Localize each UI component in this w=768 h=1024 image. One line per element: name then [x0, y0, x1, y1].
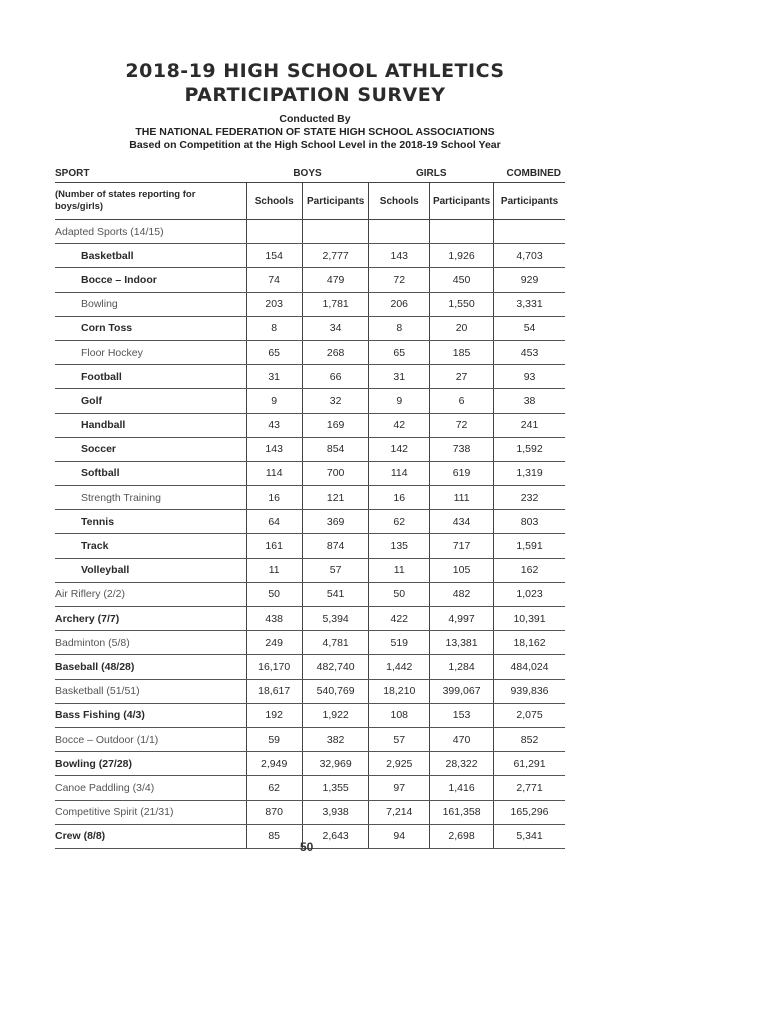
- sport-name-cell: Bocce – Outdoor (1/1): [55, 727, 246, 751]
- girls-schools-cell: 1,442: [369, 655, 430, 679]
- boys-schools-cell: 114: [246, 461, 302, 485]
- page-number: 50: [300, 840, 314, 854]
- boys-schools-header: Schools: [246, 183, 302, 220]
- table-row: [55, 607, 565, 631]
- table-row: [55, 316, 565, 340]
- combined-participants-cell: 93: [494, 365, 565, 389]
- girls-participants-cell: 111: [430, 486, 494, 510]
- table-row: [55, 631, 565, 655]
- girls-schools-cell: 57: [369, 727, 430, 751]
- sport-name-cell: Track: [55, 534, 246, 558]
- girls-participants-cell: 1,550: [430, 292, 494, 316]
- boys-schools-cell: 64: [246, 510, 302, 534]
- boys-participants-cell: 34: [302, 316, 369, 340]
- sport-name-cell: Competitive Spirit (21/31): [55, 800, 246, 824]
- table-row: [55, 800, 565, 824]
- girls-participants-cell: 105: [430, 558, 494, 582]
- combined-participants-cell: 2,771: [494, 776, 565, 800]
- boys-schools-cell: 50: [246, 582, 302, 606]
- combined-participants-cell: 162: [494, 558, 565, 582]
- girls-schools-cell: 8: [369, 316, 430, 340]
- combined-participants-cell: 1,591: [494, 534, 565, 558]
- sport-name-cell: Bowling (27/28): [55, 752, 246, 776]
- boys-participants-cell: 66: [302, 365, 369, 389]
- boys-schools-cell: 9: [246, 389, 302, 413]
- sport-name-cell: Golf: [55, 389, 246, 413]
- table-row: [55, 340, 565, 364]
- table-row: [55, 679, 565, 703]
- boys-schools-cell: 62: [246, 776, 302, 800]
- table-row: [55, 510, 565, 534]
- girls-participants-cell: 28,322: [430, 752, 494, 776]
- girls-participants-cell: 6: [430, 389, 494, 413]
- girls-participants-cell: 72: [430, 413, 494, 437]
- girls-schools-cell: 114: [369, 461, 430, 485]
- combined-participants-cell: 18,162: [494, 631, 565, 655]
- combined-participants-cell: 61,291: [494, 752, 565, 776]
- table-row: [55, 534, 565, 558]
- table-row: [55, 268, 565, 292]
- girls-participants-cell: 4,997: [430, 607, 494, 631]
- adapted-sports-section-row: [55, 220, 565, 244]
- boys-schools-cell: 203: [246, 292, 302, 316]
- girls-participants-cell: 1,284: [430, 655, 494, 679]
- combined-participants-cell: 54: [494, 316, 565, 340]
- girls-participants-cell: 482: [430, 582, 494, 606]
- sport-name-cell: Archery (7/7): [55, 607, 246, 631]
- boys-schools-cell: 870: [246, 800, 302, 824]
- boys-schools-cell: 154: [246, 244, 302, 268]
- table-row: [55, 558, 565, 582]
- sport-name-cell: Baseball (48/28): [55, 655, 246, 679]
- boys-schools-cell: 65: [246, 340, 302, 364]
- girls-participants-cell: 27: [430, 365, 494, 389]
- boys-schools-cell: 192: [246, 703, 302, 727]
- table-row: [55, 389, 565, 413]
- combined-group-header: COMBINED: [494, 164, 565, 183]
- boys-participants-cell: 874: [302, 534, 369, 558]
- boys-schools-cell: 143: [246, 437, 302, 461]
- table-row: [55, 582, 565, 606]
- girls-participants-cell: 20: [430, 316, 494, 340]
- boys-participants-cell: 482,740: [302, 655, 369, 679]
- girls-schools-cell: 519: [369, 631, 430, 655]
- sport-name-cell: Strength Training: [55, 486, 246, 510]
- combined-participants-cell: 232: [494, 486, 565, 510]
- boys-schools-cell: 85: [246, 824, 302, 848]
- girls-participants-cell: 738: [430, 437, 494, 461]
- participation-table: [55, 164, 565, 849]
- girls-schools-cell: 206: [369, 292, 430, 316]
- combined-participants-cell: 165,296: [494, 800, 565, 824]
- girls-schools-cell: 108: [369, 703, 430, 727]
- girls-group-header: GIRLS: [369, 164, 494, 183]
- table-row: [55, 292, 565, 316]
- girls-schools-cell: 94: [369, 824, 430, 848]
- girls-schools-cell: 72: [369, 268, 430, 292]
- combined-participants-cell: 1,023: [494, 582, 565, 606]
- boys-participants-cell: 700: [302, 461, 369, 485]
- sport-name-cell: Tennis: [55, 510, 246, 534]
- boys-schools-cell: 16: [246, 486, 302, 510]
- combined-participants-cell: 1,592: [494, 437, 565, 461]
- boys-schools-cell: 11: [246, 558, 302, 582]
- table-row: [55, 486, 565, 510]
- table-row: [55, 655, 565, 679]
- boys-participants-cell: 854: [302, 437, 369, 461]
- sport-name-cell: Crew (8/8): [55, 824, 246, 848]
- combined-participants-cell: 939,836: [494, 679, 565, 703]
- boys-participants-cell: 2,643: [302, 824, 369, 848]
- boys-schools-cell: 2,949: [246, 752, 302, 776]
- organization-name: THE NATIONAL FEDERATION OF STATE HIGH SCHOOL ASSOCIATIONS: [135, 126, 495, 138]
- table-row: [55, 413, 565, 437]
- table-row: [55, 752, 565, 776]
- boys-participants-cell: 268: [302, 340, 369, 364]
- combined-participants-cell: 3,331: [494, 292, 565, 316]
- combined-participants-cell: 1,319: [494, 461, 565, 485]
- combined-participants-header: Participants: [494, 183, 565, 220]
- survey-title-line1: 2018-19 HIGH SCHOOL ATHLETICS: [125, 60, 505, 82]
- combined-participants-cell: 2,075: [494, 703, 565, 727]
- combined-participants-cell: 803: [494, 510, 565, 534]
- combined-participants-cell: 453: [494, 340, 565, 364]
- girls-schools-cell: 2,925: [369, 752, 430, 776]
- sport-name-cell: Badminton (5/8): [55, 631, 246, 655]
- combined-participants-cell: 38: [494, 389, 565, 413]
- sport-name-cell: Football: [55, 365, 246, 389]
- girls-participants-cell: 619: [430, 461, 494, 485]
- table-row: [55, 244, 565, 268]
- girls-participants-cell: 717: [430, 534, 494, 558]
- combined-participants-cell: 929: [494, 268, 565, 292]
- boys-participants-cell: 369: [302, 510, 369, 534]
- girls-schools-cell: 18,210: [369, 679, 430, 703]
- combined-participants-cell: 4,703: [494, 244, 565, 268]
- boys-participants-cell: 479: [302, 268, 369, 292]
- girls-participants-cell: 13,381: [430, 631, 494, 655]
- sport-name-cell: Soccer: [55, 437, 246, 461]
- boys-participants-cell: 5,394: [302, 607, 369, 631]
- table-row: [55, 461, 565, 485]
- girls-participants-cell: 1,926: [430, 244, 494, 268]
- boys-participants-cell: 169: [302, 413, 369, 437]
- table-row: [55, 776, 565, 800]
- boys-participants-cell: 382: [302, 727, 369, 751]
- adapted-sports-label: Adapted Sports (14/15): [55, 220, 246, 244]
- girls-participants-cell: 434: [430, 510, 494, 534]
- combined-participants-cell: 5,341: [494, 824, 565, 848]
- boys-schools-cell: 59: [246, 727, 302, 751]
- girls-schools-cell: 143: [369, 244, 430, 268]
- sport-name-cell: Corn Toss: [55, 316, 246, 340]
- table-row: [55, 727, 565, 751]
- conducted-by: Conducted By: [279, 113, 351, 125]
- boys-participants-cell: 121: [302, 486, 369, 510]
- girls-participants-cell: 1,416: [430, 776, 494, 800]
- boys-schools-cell: 438: [246, 607, 302, 631]
- boys-schools-cell: 249: [246, 631, 302, 655]
- girls-participants-cell: 2,698: [430, 824, 494, 848]
- boys-participants-cell: 4,781: [302, 631, 369, 655]
- survey-basis: Based on Competition at the High School Level in the 2018-19 School Year: [129, 139, 501, 151]
- sport-name-cell: Bass Fishing (4/3): [55, 703, 246, 727]
- sport-name-cell: Bocce – Indoor: [55, 268, 246, 292]
- girls-participants-cell: 153: [430, 703, 494, 727]
- boys-participants-cell: 541: [302, 582, 369, 606]
- sport-name-cell: Basketball: [55, 244, 246, 268]
- girls-schools-cell: 135: [369, 534, 430, 558]
- combined-participants-cell: 10,391: [494, 607, 565, 631]
- girls-schools-cell: 16: [369, 486, 430, 510]
- girls-participants-cell: 450: [430, 268, 494, 292]
- combined-participants-cell: 852: [494, 727, 565, 751]
- table-row: [55, 703, 565, 727]
- boys-participants-cell: 32,969: [302, 752, 369, 776]
- girls-schools-cell: 97: [369, 776, 430, 800]
- table-row: [55, 437, 565, 461]
- sport-name-cell: Floor Hockey: [55, 340, 246, 364]
- boys-participants-cell: 3,938: [302, 800, 369, 824]
- girls-participants-cell: 185: [430, 340, 494, 364]
- sport-name-cell: Canoe Paddling (3/4): [55, 776, 246, 800]
- girls-schools-cell: 31: [369, 365, 430, 389]
- girls-schools-cell: 7,214: [369, 800, 430, 824]
- states-reporting-note: (Number of states reporting for boys/girls): [55, 183, 246, 220]
- sport-column-header: SPORT: [55, 164, 246, 183]
- boys-group-header: BOYS: [246, 164, 369, 183]
- survey-title-line2: PARTICIPATION SURVEY: [184, 84, 446, 106]
- sport-name-cell: Handball: [55, 413, 246, 437]
- boys-schools-cell: 161: [246, 534, 302, 558]
- boys-schools-cell: 8: [246, 316, 302, 340]
- table-column-header: [55, 183, 565, 220]
- combined-participants-cell: 241: [494, 413, 565, 437]
- girls-participants-header: Participants: [430, 183, 494, 220]
- combined-participants-cell: 484,024: [494, 655, 565, 679]
- girls-schools-cell: 50: [369, 582, 430, 606]
- boys-schools-cell: 74: [246, 268, 302, 292]
- boys-participants-cell: 1,922: [302, 703, 369, 727]
- boys-schools-cell: 43: [246, 413, 302, 437]
- girls-participants-cell: 399,067: [430, 679, 494, 703]
- girls-participants-cell: 161,358: [430, 800, 494, 824]
- girls-schools-header: Schools: [369, 183, 430, 220]
- sport-name-cell: Bowling: [55, 292, 246, 316]
- sport-name-cell: Softball: [55, 461, 246, 485]
- table-group-header: [55, 164, 565, 183]
- boys-participants-cell: 1,355: [302, 776, 369, 800]
- sport-name-cell: Basketball (51/51): [55, 679, 246, 703]
- boys-participants-cell: 1,781: [302, 292, 369, 316]
- girls-schools-cell: 422: [369, 607, 430, 631]
- boys-participants-header: Participants: [302, 183, 369, 220]
- boys-schools-cell: 16,170: [246, 655, 302, 679]
- boys-participants-cell: 2,777: [302, 244, 369, 268]
- boys-participants-cell: 32: [302, 389, 369, 413]
- girls-participants-cell: 470: [430, 727, 494, 751]
- girls-schools-cell: 142: [369, 437, 430, 461]
- sport-name-cell: Air Riflery (2/2): [55, 582, 246, 606]
- girls-schools-cell: 62: [369, 510, 430, 534]
- sport-name-cell: Volleyball: [55, 558, 246, 582]
- boys-schools-cell: 31: [246, 365, 302, 389]
- girls-schools-cell: 65: [369, 340, 430, 364]
- girls-schools-cell: 11: [369, 558, 430, 582]
- girls-schools-cell: 9: [369, 389, 430, 413]
- table-row: [55, 365, 565, 389]
- boys-participants-cell: 57: [302, 558, 369, 582]
- boys-schools-cell: 18,617: [246, 679, 302, 703]
- girls-schools-cell: 42: [369, 413, 430, 437]
- boys-participants-cell: 540,769: [302, 679, 369, 703]
